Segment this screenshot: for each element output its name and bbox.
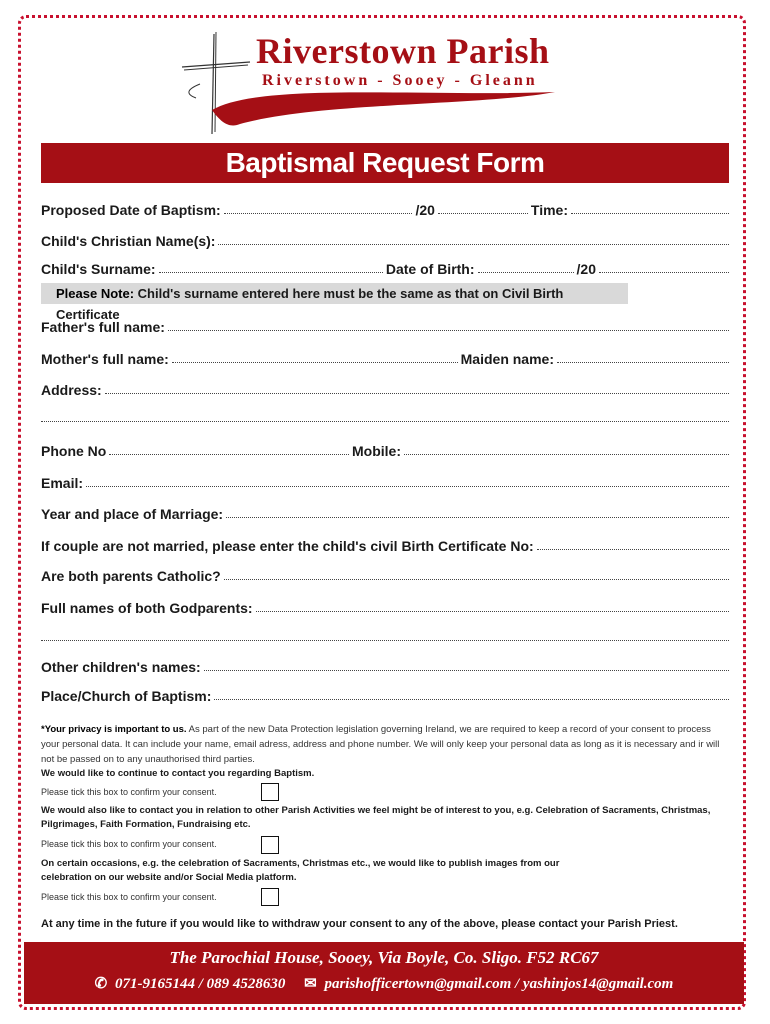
parish-name: Riverstown Parish [256,31,550,71]
godparents-field[interactable] [256,611,729,612]
christian-names-field[interactable] [218,244,729,245]
baptism-year-suffix: /20 [415,202,435,218]
birth-cert-field[interactable] [537,549,729,550]
footer-address: The Parochial House, Sooey, Via Boyle, Co. Sligo. F52 RC67 [169,948,599,967]
baptism-date-field[interactable] [224,213,413,214]
birth-cert-row [41,534,729,554]
catholic-field[interactable] [224,579,729,580]
consent-images-text: On certain occasions, e.g. the celebration of Sacraments, Christmas etc., we would like to publish images from our celebration on our website and/or Social Media platform. [41,858,560,883]
dob-label: Date of Birth: [385,261,475,277]
christian-names-row [41,229,729,249]
envelope-icon: ✉ [304,976,317,992]
dob-year-suffix: /20 [576,261,596,277]
footer-contact [24,942,744,1004]
godparents-row [41,596,729,616]
godparents-field-2[interactable] [41,640,729,641]
surname-field[interactable] [159,272,383,273]
marriage-field[interactable] [226,517,729,518]
email-row [41,471,729,491]
email-label: Email: [41,475,84,491]
address-field-2[interactable] [41,421,729,422]
mother-field[interactable] [172,362,458,363]
privacy-lead: *Your privacy is important to us. [41,724,187,735]
marriage-row [41,502,729,522]
baptism-date-label: Proposed Date of Baptism: [41,202,221,218]
footer-phones: 071-9165144 / 089 4528630 [114,976,286,992]
catholic-row [41,564,729,584]
address-row [41,378,729,398]
phone-row [41,439,729,459]
parish-logo [0,22,770,147]
mobile-field[interactable] [404,454,729,455]
withdraw-consent-text: At any time in the future if you would like to withdraw your consent to any of the above, please contact your Parish Priest. [41,918,678,930]
surname-row [41,257,729,277]
marriage-label: Year and place of Marriage: [41,506,224,522]
consent-activities-tick-label: Please tick this box to confirm your consent. [41,839,217,849]
parish-subtitle: Riverstown - Sooey - Gleann [262,72,538,89]
address-field[interactable] [105,393,729,394]
baptism-date-row [41,198,729,218]
christian-names-label: Child's Christian Name(s): [41,233,216,249]
address-label: Address: [41,382,102,398]
dob-year-field[interactable] [599,272,729,273]
maiden-field[interactable] [557,362,729,363]
consent-images-tick-label: Please tick this box to confirm your consent. [41,892,217,902]
phone-label: Phone No [41,443,107,459]
other-children-row [41,655,729,675]
footer-contact-line [24,974,744,993]
other-children-label: Other children's names: [41,659,201,675]
father-label: Father's full name: [41,319,165,335]
privacy-notice [41,722,729,767]
form-title: Baptismal Request Form [41,143,729,183]
surname-note [41,283,628,322]
note-label: Please Note: [56,286,135,301]
note-text: Child's surname entered here must be the same as that on Civil Birth Certificate [56,286,564,322]
consent-baptism-text: We would like to continue to contact you regarding Baptism. [41,768,315,779]
father-field[interactable] [168,330,729,331]
godparents-label: Full names of both Godparents: [41,600,253,616]
phone-field[interactable] [109,454,349,455]
email-field[interactable] [86,486,729,487]
dob-field[interactable] [478,272,574,273]
church-label: Place/Church of Baptism: [41,688,212,704]
privacy-body: As part of the new Data Protection legislation governing Ireland, we are required to keep a record of your consent to process your personal data. It can include your name, email adress, address and phone number. We will only keep your personal data as long as it is necessary and ir will not be passed on to any unauthorised third parties. [41,724,720,765]
birth-cert-label: If couple are not married, please enter the child's civil Birth Certificate No: [41,538,534,554]
mobile-label: Mobile: [352,443,401,459]
time-field[interactable] [571,213,729,214]
church-row [41,684,729,704]
footer-emails: parishofficertown@gmail.com / yashinjos14@gmail.com [324,976,674,992]
consent-baptism-checkbox[interactable] [261,783,279,801]
consent-baptism-tick-label: Please tick this box to confirm your consent. [41,787,217,797]
mother-label: Mother's full name: [41,351,169,367]
father-row [41,315,729,335]
mother-row [41,347,729,367]
consent-images-checkbox[interactable] [261,888,279,906]
other-children-field[interactable] [204,670,729,671]
maiden-label: Maiden name: [460,351,554,367]
church-field[interactable] [214,699,729,700]
time-label: Time: [530,202,568,218]
address-row-2 [41,406,729,426]
phone-icon: ✆ [94,976,108,992]
consent-activities-text: We would also like to contact you in relation to other Parish Activities we feel might be of interest to you, e.g. Celebration of Sacraments, Christmas, Pilgrimages, Faith Formation, Fundraising etc. [41,805,711,830]
catholic-label: Are both parents Catholic? [41,568,221,584]
consent-activities-checkbox[interactable] [261,836,279,854]
surname-label: Child's Surname: [41,261,156,277]
baptism-year-field[interactable] [438,213,528,214]
godparents-row-2 [41,625,729,645]
